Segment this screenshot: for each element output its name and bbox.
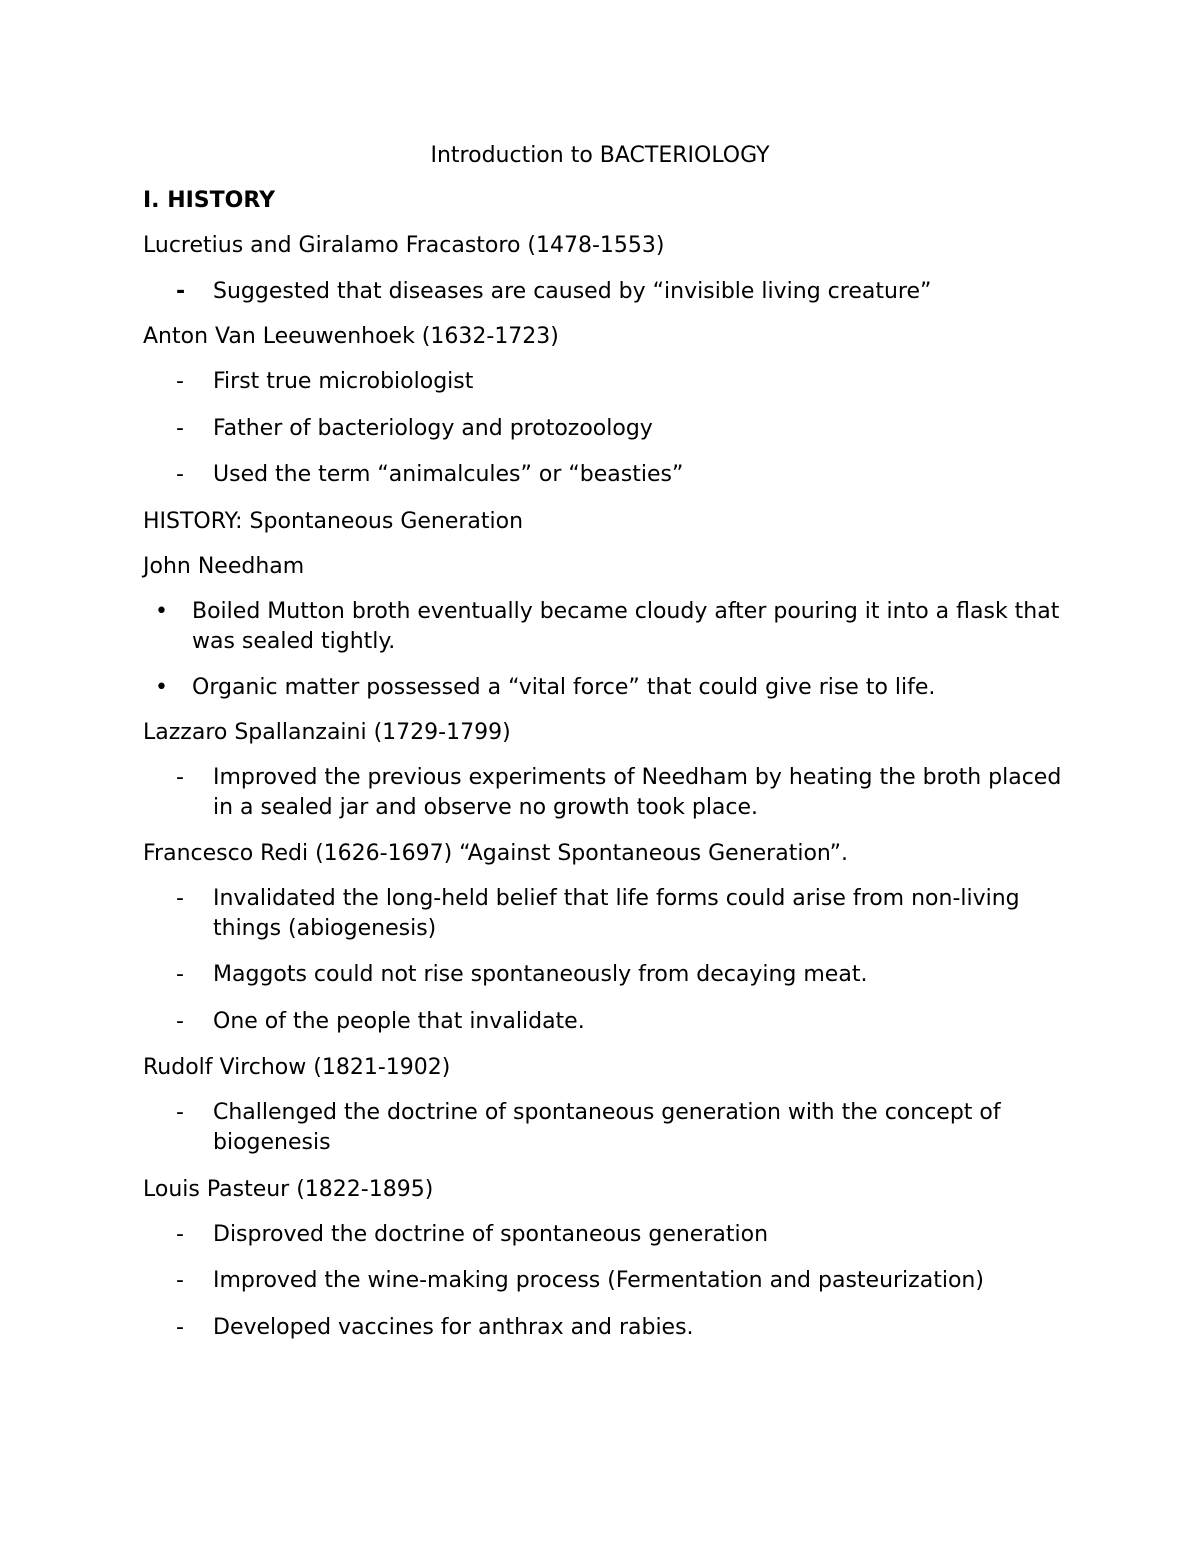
person-label-lucretius: Lucretius and Giralamo Fracastoro (1478-1553)	[143, 233, 665, 258]
list-item	[143, 884, 1063, 944]
list-item-text: Father of bacteriology and protozoology	[213, 416, 653, 441]
document-title: Introduction to BACTERIOLOGY	[430, 143, 770, 168]
dash-marker: -	[176, 462, 184, 487]
list-item	[143, 960, 1063, 990]
person-label-redi: Francesco Redi (1626-1697) “Against Spontaneous Generation”.	[143, 841, 849, 866]
dash-marker: -	[176, 1222, 184, 1247]
person-label-leeuwenhoek: Anton Van Leeuwenhoek (1632-1723)	[143, 324, 559, 349]
list-item	[143, 1266, 1063, 1296]
list-item	[143, 460, 1063, 490]
list-item	[143, 1007, 1063, 1037]
list-item	[143, 367, 1063, 397]
dash-marker: -	[176, 962, 184, 987]
list-item-text: Disproved the doctrine of spontaneous generation	[213, 1222, 769, 1247]
list-item-text: Boiled Mutton broth eventually became cloudy after pouring it into a flask that was sealed tightly.	[192, 599, 1060, 654]
section-heading: I. HISTORY	[143, 188, 276, 213]
person-label-virchow: Rudolf Virchow (1821-1902)	[143, 1055, 451, 1080]
list-item	[143, 277, 1063, 307]
list-item	[143, 414, 1063, 444]
dash-marker: -	[176, 1315, 184, 1340]
dash-marker: -	[176, 279, 186, 304]
dash-marker: -	[176, 369, 184, 394]
dash-marker: -	[176, 765, 184, 790]
subsection-heading: HISTORY: Spontaneous Generation	[143, 509, 524, 534]
list-item-text: One of the people that invalidate.	[213, 1009, 585, 1034]
list-item	[143, 1098, 1063, 1158]
dash-marker: -	[176, 416, 184, 441]
person-label-needham: John Needham	[143, 554, 305, 579]
list-item-text: Improved the previous experiments of Needham by heating the broth placed in a sealed jar and observe no growth took place.	[213, 765, 1062, 820]
list-item-text: Developed vaccines for anthrax and rabies.	[213, 1315, 694, 1340]
list-item	[143, 597, 1063, 657]
dash-marker: -	[176, 1009, 184, 1034]
bullet-marker: •	[155, 599, 168, 624]
list-item-text: Challenged the doctrine of spontaneous generation with the concept of biogenesis	[213, 1100, 1001, 1155]
list-item-text: Suggested that diseases are caused by “invisible living creature”	[213, 279, 932, 304]
list-item-text: Maggots could not rise spontaneously from decaying meat.	[213, 962, 868, 987]
dash-marker: -	[176, 886, 184, 911]
dash-marker: -	[176, 1100, 184, 1125]
list-item	[143, 1313, 1063, 1343]
list-item	[143, 673, 1063, 703]
person-label-spallanzaini: Lazzaro Spallanzaini (1729-1799)	[143, 720, 511, 745]
list-item	[143, 1220, 1063, 1250]
person-label-pasteur: Louis Pasteur (1822-1895)	[143, 1177, 434, 1202]
list-item-text: Improved the wine-making process (Fermentation and pasteurization)	[213, 1268, 984, 1293]
list-item-text: Invalidated the long-held belief that life forms could arise from non-living things (abiogenesis)	[213, 886, 1020, 941]
list-item-text: Organic matter possessed a “vital force” that could give rise to life.	[192, 675, 936, 700]
list-item-text: Used the term “animalcules” or “beasties”	[213, 462, 684, 487]
bullet-marker: •	[155, 675, 168, 700]
list-item	[143, 763, 1063, 823]
list-item-text: First true microbiologist	[213, 369, 474, 394]
dash-marker: -	[176, 1268, 184, 1293]
